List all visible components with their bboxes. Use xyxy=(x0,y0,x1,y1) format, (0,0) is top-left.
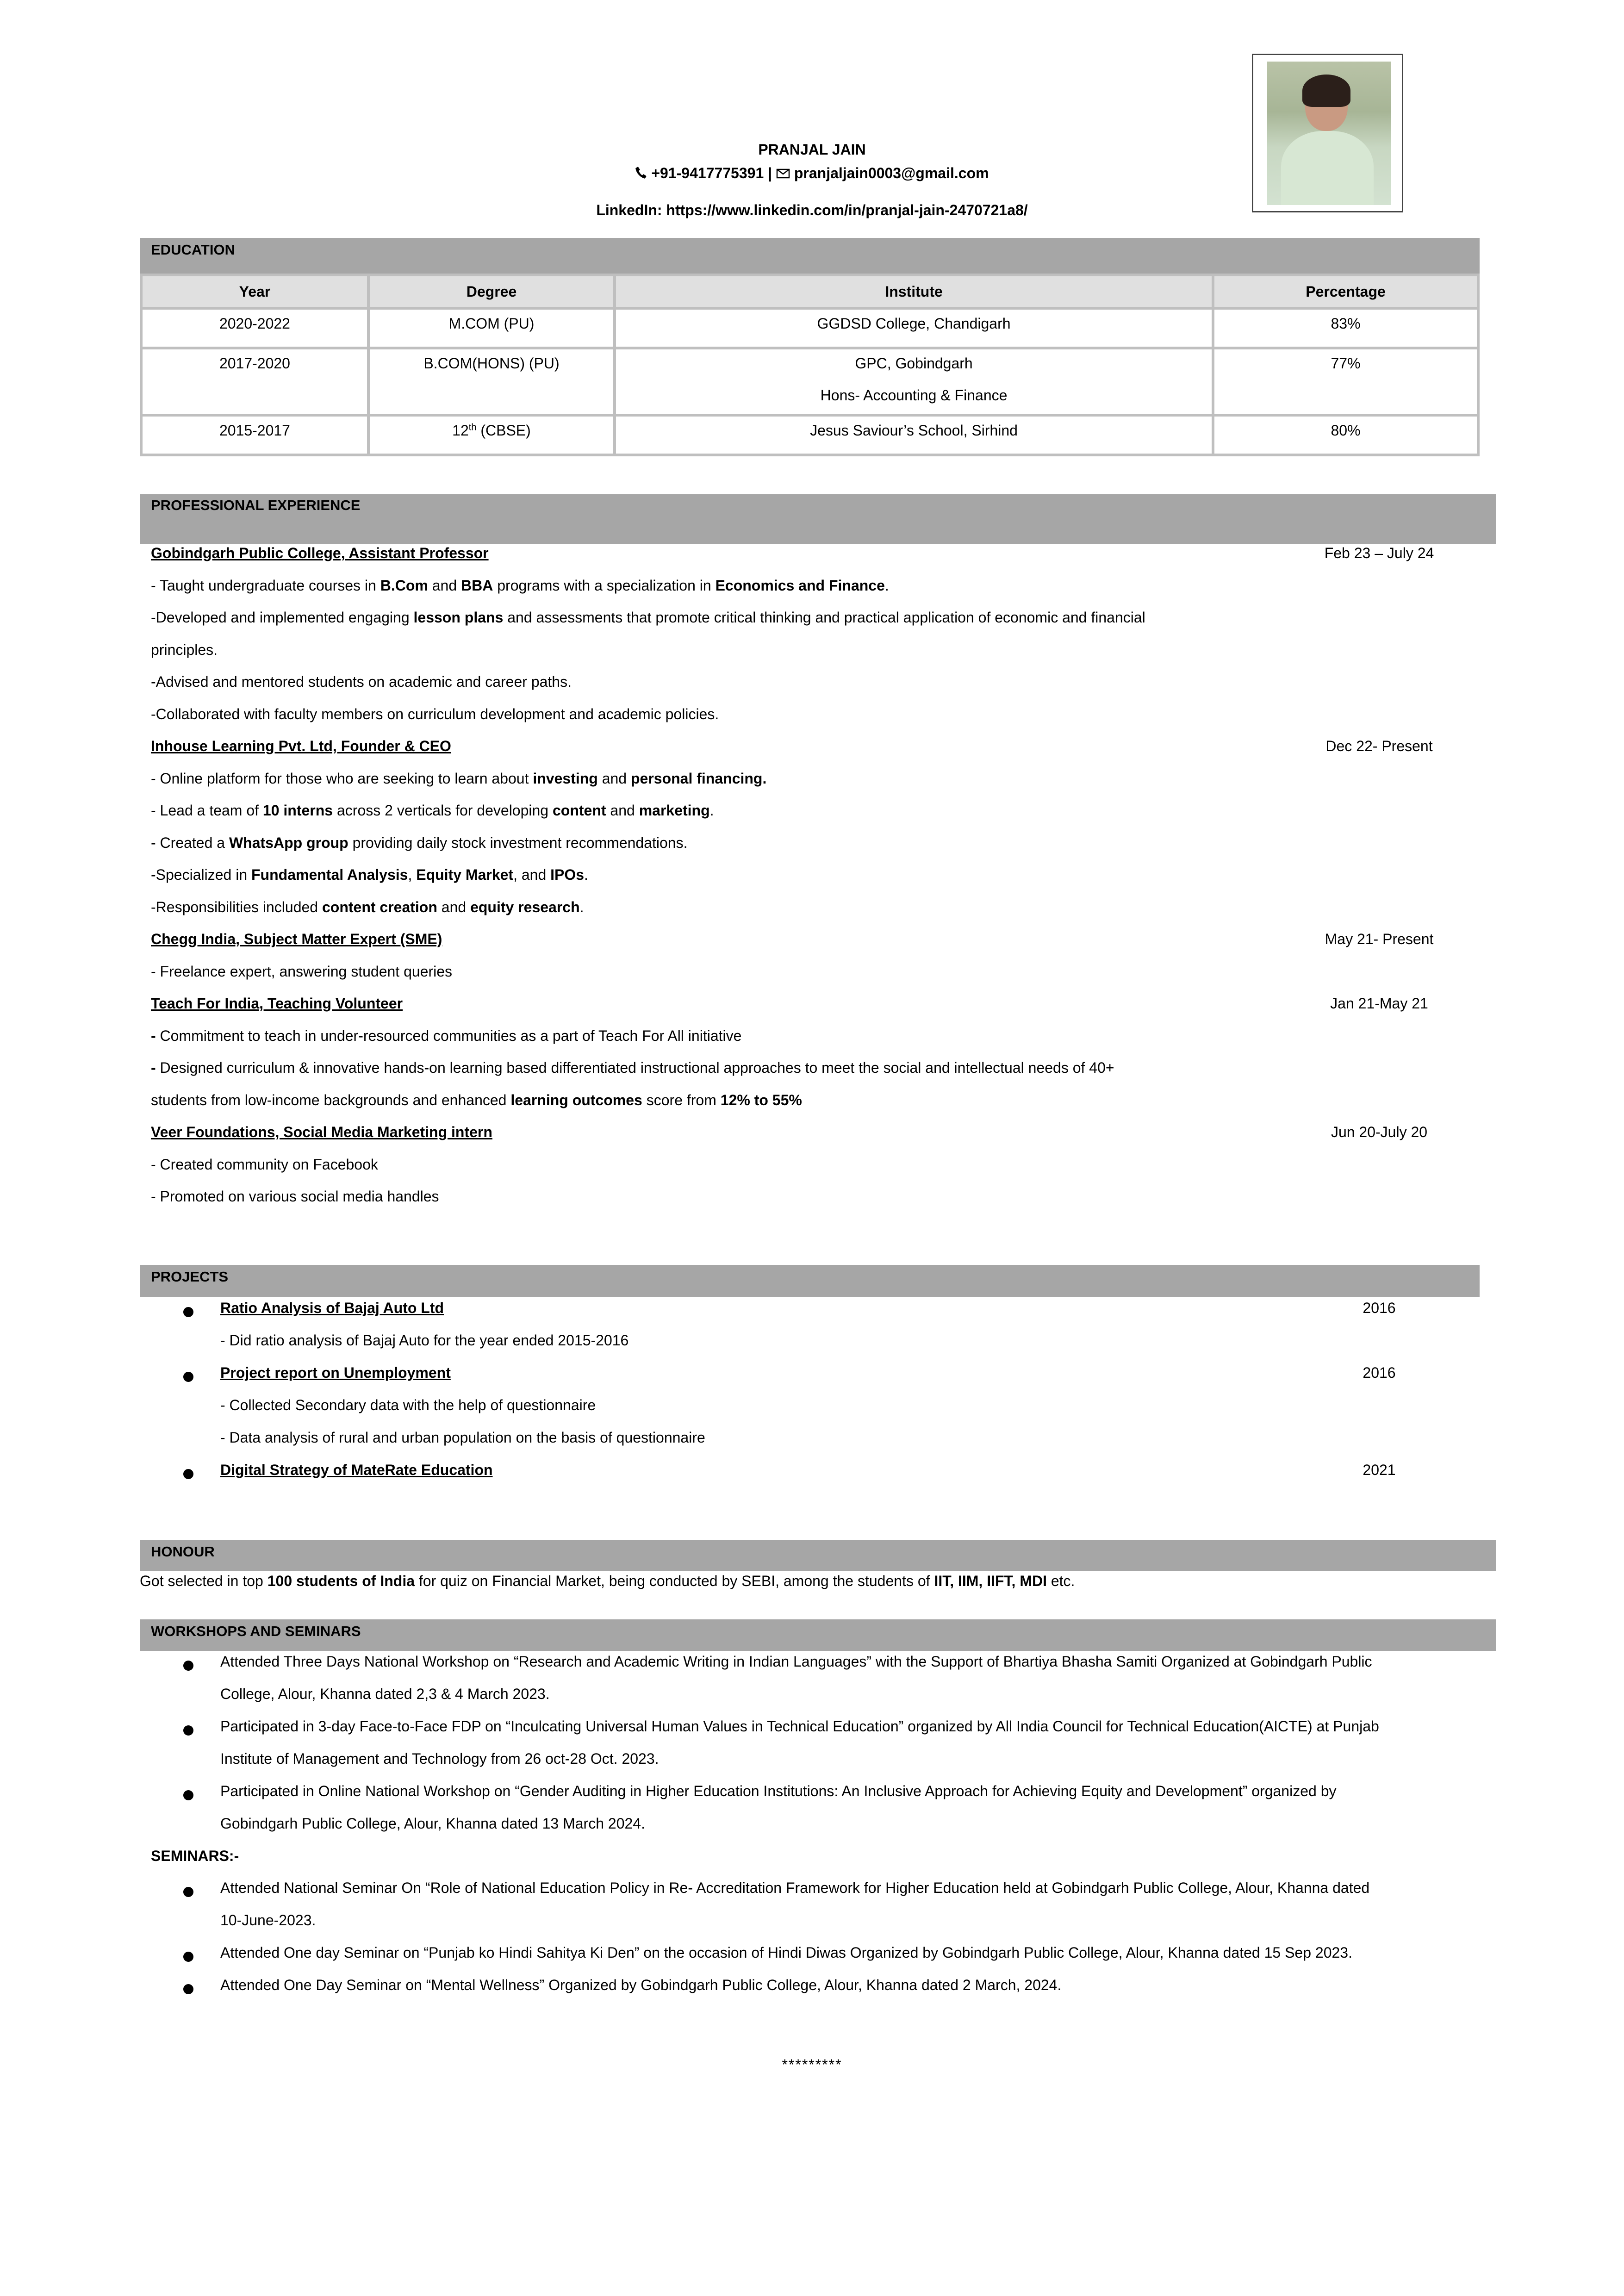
job-detail-line: -Developed and implemented engaging lesson plans and assessments that promote critical thinking and practical application of economic and financial xyxy=(151,609,1145,626)
seminar-line: Attended One Day Seminar on “Mental Wellness” Organized by Gobindgarh Public College, Alour, Khanna dated 2 March, 2024. xyxy=(220,1977,1062,1993)
bold-text: IPOs xyxy=(550,866,585,883)
bold-text: equity research xyxy=(470,898,580,915)
col-degree: Degree xyxy=(368,275,615,308)
workshop-line: Gobindgarh Public College, Alour, Khanna dated 13 March 2024. xyxy=(220,1815,645,1832)
bold-text: 10 interns xyxy=(262,802,333,819)
job-date: Jan 21-May 21 xyxy=(1330,995,1428,1012)
bullet-icon xyxy=(183,1984,193,1994)
institute-subline: Hons- Accounting & Finance xyxy=(820,387,1008,404)
honour-heading xyxy=(140,1540,1496,1571)
project-year: 2016 xyxy=(1363,1300,1396,1316)
footer-stars: ********* xyxy=(782,2056,842,2073)
seminar-line: Attended One day Seminar on “Punjab ko Hindi Sahitya Ki Den” on the occasion of Hindi Diwas Organized by Gobindgarh Public College, Alour, Khanna dated 15 Sep 2023. xyxy=(220,1944,1352,1961)
project-detail: - Did ratio analysis of Bajaj Auto for the year ended 2015-2016 xyxy=(220,1332,629,1349)
bold-text: content creation xyxy=(322,898,437,915)
cell-year: 2017-2020 xyxy=(141,348,368,415)
cell-institute: GGDSD College, Chandigarh xyxy=(615,308,1213,348)
workshop-line: Participated in Online National Workshop on “Gender Auditing in Higher Education Institutions: An Inclusive Approach for Achieving Equity and Development” organized by xyxy=(220,1783,1337,1799)
job-title: Teach For India, Teaching Volunteer xyxy=(151,995,403,1012)
linkedin-link[interactable]: LinkedIn: https://www.linkedin.com/in/pranjal-jain-2470721a8/ xyxy=(596,202,1028,218)
bold-text: BBA xyxy=(461,577,493,594)
cell-year: 2015-2017 xyxy=(141,415,368,455)
bullet-icon xyxy=(183,1307,193,1317)
job-detail-line: -Responsibilities included content creation and equity research. xyxy=(151,898,584,915)
contact-separator: | xyxy=(768,165,772,181)
cell-degree: M.COM (PU) xyxy=(368,308,615,348)
bold-text: B.Com xyxy=(380,577,428,594)
workshop-line: College, Alour, Khanna dated 2,3 & 4 March 2023. xyxy=(220,1686,550,1702)
contact-line xyxy=(0,165,1624,183)
job-detail-line: - Freelance expert, answering student queries xyxy=(151,963,453,980)
job-detail-line: principles. xyxy=(151,641,218,658)
project-detail: - Data analysis of rural and urban population on the basis of questionnaire xyxy=(220,1429,705,1446)
bold-text: investing xyxy=(533,770,598,787)
job-detail-line: - Created a WhatsApp group providing daily stock investment recommendations. xyxy=(151,834,688,851)
education-heading xyxy=(140,238,1480,274)
bold-text: 100 students of India xyxy=(267,1573,415,1589)
job-detail-line: - Lead a team of 10 interns across 2 verticals for developing content and marketing. xyxy=(151,802,714,819)
seminar-line: Attended National Seminar On “Role of National Education Policy in Re- Accreditation Framework for Higher Education held at Gobindgarh Public College, Alour, Khanna dated xyxy=(220,1879,1370,1896)
job-date: Jun 20-July 20 xyxy=(1331,1124,1428,1140)
job-detail-line: -Specialized in Fundamental Analysis, Equity Market, and IPOs. xyxy=(151,866,588,883)
bullet-icon xyxy=(183,1790,193,1800)
bold-text: learning outcomes xyxy=(510,1091,642,1108)
bold-text: lesson plans xyxy=(413,609,504,626)
project-title: Project report on Unemployment xyxy=(220,1364,451,1381)
cell-percentage: 80% xyxy=(1213,415,1478,455)
job-date: Dec 22- Present xyxy=(1325,738,1433,754)
bullet-icon xyxy=(183,1469,193,1479)
cell-percentage: 83% xyxy=(1213,308,1478,348)
bold-text: IIT, IIM, IIFT, MDI xyxy=(934,1573,1047,1589)
job-title: Veer Foundations, Social Media Marketing intern xyxy=(151,1124,492,1140)
education-table xyxy=(140,274,1480,456)
project-detail: - Collected Secondary data with the help of questionnaire xyxy=(220,1397,596,1413)
project-title: Ratio Analysis of Bajaj Auto Ltd xyxy=(220,1300,444,1316)
job-detail-line: -Advised and mentored students on academic and career paths. xyxy=(151,673,572,690)
seminar-line: 10-June-2023. xyxy=(220,1912,316,1929)
bold-text: Equity Market xyxy=(416,866,514,883)
workshops-heading xyxy=(140,1619,1496,1651)
projects-title: PROJECTS xyxy=(151,1269,229,1285)
degree-suffix: (CBSE) xyxy=(476,422,531,439)
mail-icon xyxy=(776,166,790,183)
bullet-icon xyxy=(183,1372,193,1382)
table-row xyxy=(141,415,1478,455)
workshops-title: WORKSHOPS AND SEMINARS xyxy=(151,1623,361,1639)
table-row xyxy=(141,308,1478,348)
bold-text: content xyxy=(552,802,606,819)
projects-heading xyxy=(140,1265,1480,1297)
bullet-icon xyxy=(183,1661,193,1671)
education-title: EDUCATION xyxy=(151,242,235,258)
bullet-icon xyxy=(183,1952,193,1962)
email-address[interactable]: pranjaljain0003@gmail.com xyxy=(794,165,989,181)
bullet-icon xyxy=(183,1887,193,1897)
col-year: Year xyxy=(141,275,368,308)
col-institute: Institute xyxy=(615,275,1213,308)
project-year: 2016 xyxy=(1363,1364,1396,1381)
job-detail-line: - Online platform for those who are seeking to learn about investing and personal financing. xyxy=(151,770,767,787)
bold-text: - xyxy=(151,1027,156,1044)
project-title: Digital Strategy of MateRate Education xyxy=(220,1462,493,1478)
job-detail-line: - Taught undergraduate courses in B.Com and BBA programs with a specialization in Economics and Finance. xyxy=(151,577,889,594)
table-header-row xyxy=(141,275,1478,308)
profile-photo xyxy=(1252,54,1403,212)
experience-title: PROFESSIONAL EXPERIENCE xyxy=(151,497,361,513)
cell-year: 2020-2022 xyxy=(141,308,368,348)
job-date: May 21- Present xyxy=(1325,931,1434,947)
job-detail-line: - Promoted on various social media handles xyxy=(151,1188,439,1205)
cell-degree xyxy=(368,415,615,455)
workshop-line: Attended Three Days National Workshop on “Research and Academic Writing in Indian Languages” with the Support of Bhartiya Bhasha Samiti Organized at Gobindgarh Public xyxy=(220,1653,1372,1670)
job-detail-line: - Designed curriculum & innovative hands-on learning based differentiated instructional approaches to meet the social and intellectual needs of 40+ xyxy=(151,1059,1114,1076)
bold-text: WhatsApp group xyxy=(229,834,348,851)
job-title: Gobindgarh Public College, Assistant Professor xyxy=(151,545,489,561)
bold-text: 12% to 55% xyxy=(720,1091,802,1108)
honour-text: Got selected in top 100 students of India for quiz on Financial Market, being conducted by SEBI, among the students of IIT, IIM, IIFT, MDI etc. xyxy=(140,1573,1075,1589)
job-detail-line: - Commitment to teach in under-resourced communities as a part of Teach For All initiative xyxy=(151,1027,742,1044)
phone-icon xyxy=(635,166,647,183)
degree-sup: th xyxy=(468,422,477,433)
job-detail-line: - Created community on Facebook xyxy=(151,1156,378,1173)
bold-text: personal financing. xyxy=(630,770,767,787)
workshop-line: Participated in 3-day Face-to-Face FDP on “Inculcating Universal Human Values in Technical Education” organized by All India Council for Technical Education(AICTE) at Punjab xyxy=(220,1718,1379,1735)
table-row xyxy=(141,348,1478,415)
job-date: Feb 23 – July 24 xyxy=(1324,545,1434,561)
degree-prefix: 12 xyxy=(452,422,469,439)
cell-percentage: 77% xyxy=(1213,348,1478,415)
workshop-line: Institute of Management and Technology from 26 oct-28 Oct. 2023. xyxy=(220,1750,659,1767)
experience-heading xyxy=(140,494,1496,544)
bold-text: Fundamental Analysis xyxy=(251,866,408,883)
phone-number[interactable]: +91-9417775391 xyxy=(651,165,764,181)
bold-text: Economics and Finance xyxy=(715,577,885,594)
cell-degree: B.COM(HONS) (PU) xyxy=(368,348,615,415)
bullet-icon xyxy=(183,1725,193,1736)
cell-institute: Jesus Saviour’s School, Sirhind xyxy=(615,415,1213,455)
seminars-label: SEMINARS:- xyxy=(151,1848,239,1864)
col-percentage: Percentage xyxy=(1213,275,1478,308)
candidate-name: PRANJAL JAIN xyxy=(758,141,866,158)
job-title: Chegg India, Subject Matter Expert (SME) xyxy=(151,931,442,947)
job-title: Inhouse Learning Pvt. Ltd, Founder & CEO xyxy=(151,738,451,754)
bold-text: - xyxy=(151,1059,156,1076)
institute-line: GPC, Gobindgarh xyxy=(855,355,973,372)
job-detail-line: students from low-income backgrounds and enhanced learning outcomes score from 12% to 55% xyxy=(151,1091,802,1108)
bold-text: marketing xyxy=(639,802,710,819)
honour-title: HONOUR xyxy=(151,1543,215,1560)
job-detail-line: -Collaborated with faculty members on curriculum development and academic policies. xyxy=(151,705,719,722)
project-year: 2021 xyxy=(1363,1462,1396,1478)
cell-institute xyxy=(615,348,1213,415)
